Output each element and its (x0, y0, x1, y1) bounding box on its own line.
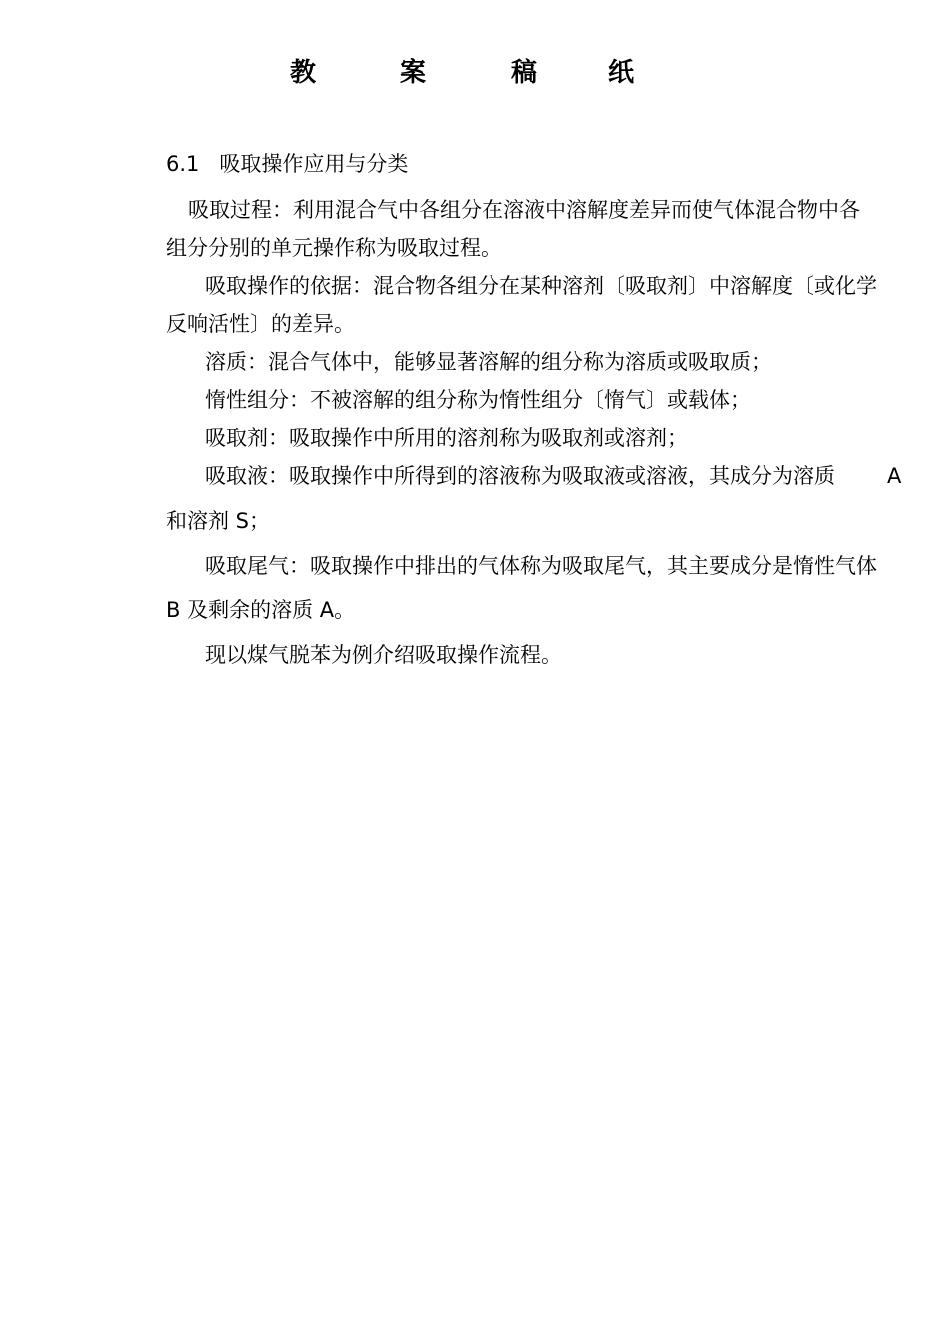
paragraph-benzene-example: 现以煤气脱苯为例介绍吸取操作流程。 (205, 643, 562, 667)
paragraph-tail-gas-line1: 吸取尾气：吸取操作中排出的气体称为吸取尾气，其主要成分是惰性气体 (205, 554, 877, 578)
paragraph-absorption-liquid-line1-tail: A (887, 464, 902, 488)
section-title: 吸取操作应用与分类 (219, 152, 409, 176)
paragraph-absorption-liquid-line2: 和溶剂 S； (166, 509, 271, 533)
paragraph-absorption-process-line2: 组分分别的单元操作称为吸取过程。 (166, 236, 502, 260)
header-char-1: 教 (290, 58, 317, 88)
paragraph-absorption-process-line1: 吸取过程：利用混合气中各组分在溶液中溶解度差异而使气体混合物中各 (188, 198, 860, 222)
paragraph-inert-component: 惰性组分：不被溶解的组分称为惰性组分〔惰气〕或载体； (205, 388, 751, 412)
paragraph-solute: 溶质：混合气体中，能够显著溶解的组分称为溶质或吸取质； (205, 350, 772, 374)
header-char-2: 案 (400, 58, 427, 88)
paragraph-absorption-liquid-line1: 吸取液：吸取操作中所得到的溶液称为吸取液或溶液，其成分为溶质 (205, 464, 835, 488)
paragraph-absorption-basis-line1: 吸取操作的依据：混合物各组分在某种溶剂〔吸取剂〕中溶解度〔或化学 (205, 274, 877, 298)
section-heading (166, 150, 408, 178)
paragraph-tail-gas-line2: B 及剩余的溶质 A。 (166, 598, 356, 622)
header-char-4: 纸 (608, 58, 635, 88)
paragraph-absorption-basis-line2: 反响活性〕的差异。 (166, 312, 355, 336)
page-header-title (0, 52, 950, 92)
section-number: 6.1 (166, 152, 200, 176)
header-char-3: 稿 (511, 58, 538, 88)
paragraph-absorbent: 吸取剂：吸取操作中所用的溶剂称为吸取剂或溶剂； (205, 426, 688, 450)
